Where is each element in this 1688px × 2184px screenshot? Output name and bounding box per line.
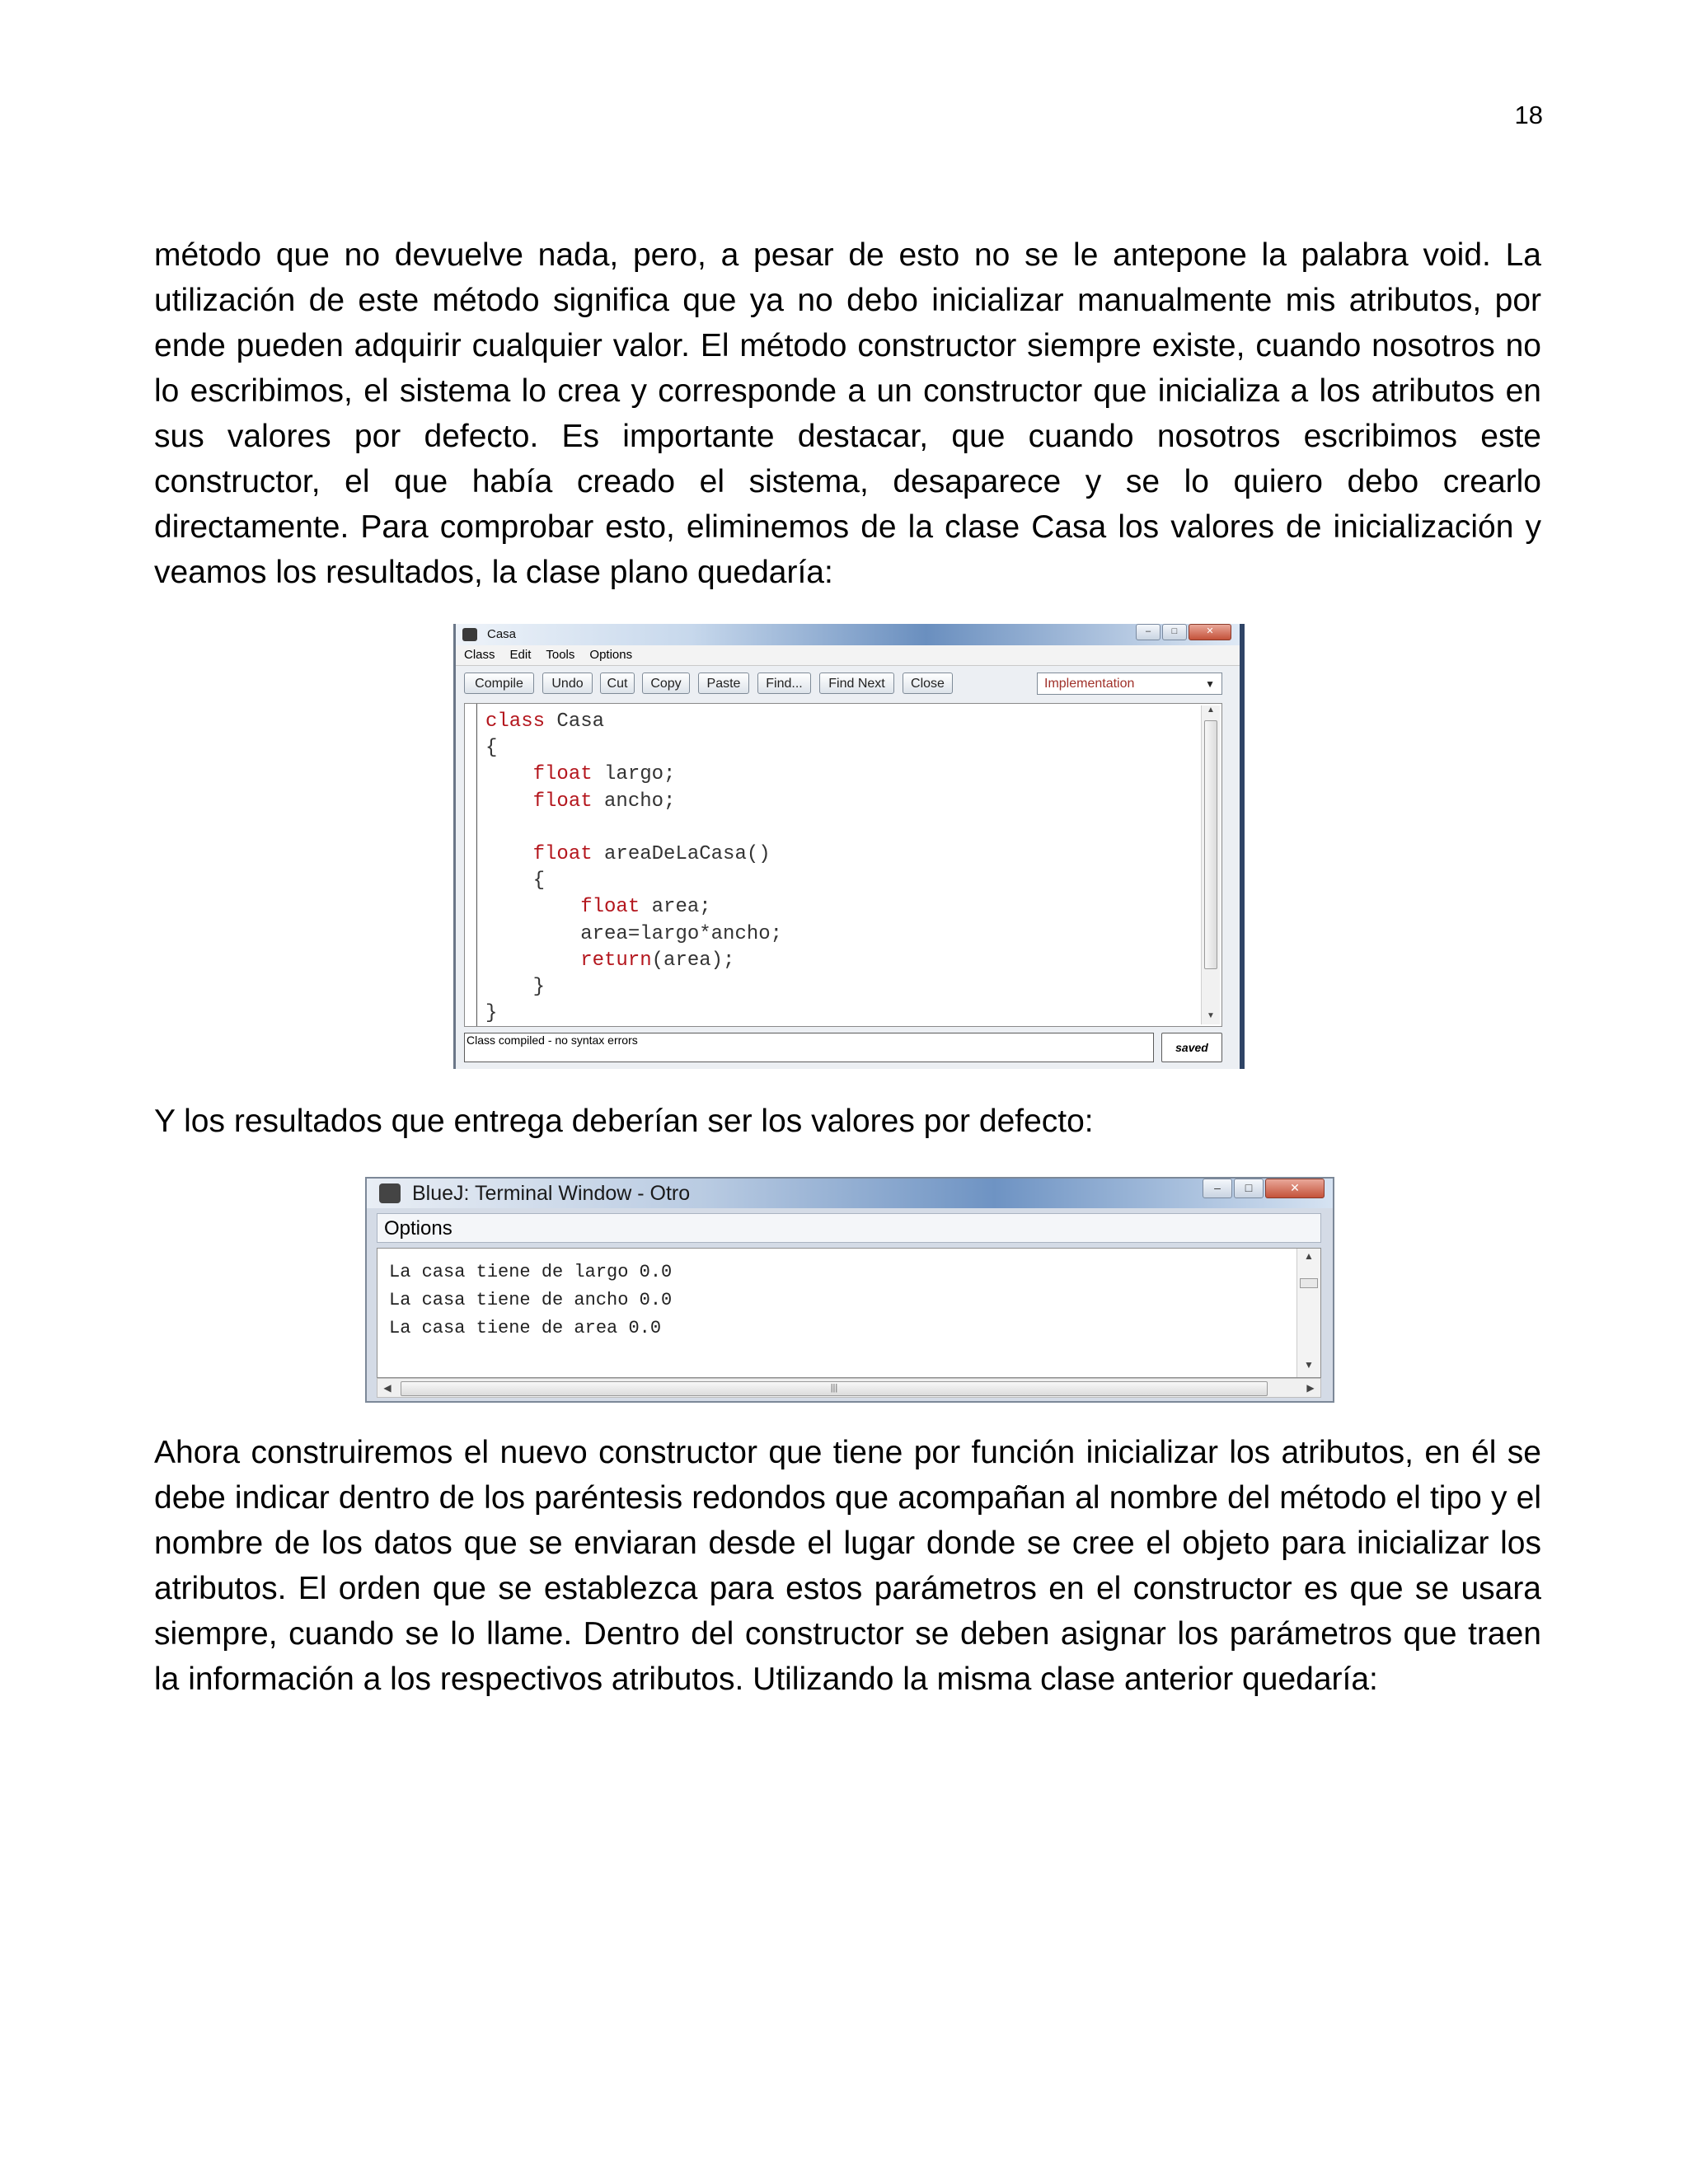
code-line: return(area); xyxy=(580,949,735,972)
scroll-left-icon[interactable]: ◀ xyxy=(383,1382,392,1394)
terminal-menu-bar xyxy=(377,1213,1321,1243)
scrollbar-thumb[interactable]: ||| xyxy=(401,1381,1268,1396)
chevron-down-icon: ▼ xyxy=(1205,678,1215,690)
menu-options[interactable]: Options xyxy=(384,1217,452,1240)
code-line: float largo; xyxy=(532,763,676,786)
window-controls xyxy=(1201,1179,1325,1198)
menu-edit[interactable]: Edit xyxy=(509,648,532,662)
find-next-button[interactable]: Find Next xyxy=(819,673,894,694)
terminal-horizontal-scrollbar[interactable] xyxy=(377,1378,1321,1398)
source-code xyxy=(485,709,782,1027)
code-line-blank xyxy=(485,815,782,841)
compile-status: Class compiled - no syntax errors xyxy=(464,1033,1154,1062)
editor-menu-bar xyxy=(456,645,1240,666)
menu-options[interactable]: Options xyxy=(589,648,633,662)
scroll-right-icon[interactable]: ▶ xyxy=(1306,1382,1315,1394)
code-line: class Casa xyxy=(485,710,605,733)
code-line: { xyxy=(532,869,546,893)
scope-gutter xyxy=(476,704,477,1026)
cut-button[interactable]: Cut xyxy=(600,673,635,694)
window-controls xyxy=(1134,624,1231,640)
undo-button[interactable]: Undo xyxy=(542,673,593,694)
code-line: { xyxy=(485,737,498,760)
scroll-down-icon[interactable]: ▼ xyxy=(1304,1359,1314,1371)
saved-indicator: saved xyxy=(1161,1033,1222,1062)
output-lines xyxy=(389,1258,672,1343)
editor-title-bar xyxy=(456,624,1240,645)
output-line: La casa tiene de ancho 0.0 xyxy=(389,1290,673,1310)
editor-title: Casa xyxy=(487,627,517,641)
page-number: 18 xyxy=(1514,101,1543,129)
maximize-icon[interactable]: □ xyxy=(1162,624,1187,640)
scroll-up-icon[interactable]: ▲ xyxy=(1207,705,1215,715)
view-select[interactable] xyxy=(1037,673,1222,695)
code-editor[interactable] xyxy=(464,703,1222,1027)
copy-button[interactable]: Copy xyxy=(642,673,690,694)
terminal-output[interactable] xyxy=(377,1248,1321,1378)
paragraph-results: Y los resultados que entrega deberían ser los valores por defecto: xyxy=(154,1104,1094,1139)
close-button[interactable]: Close xyxy=(903,673,953,694)
compile-button[interactable]: Compile xyxy=(464,673,534,694)
output-line: La casa tiene de area 0.0 xyxy=(389,1318,662,1338)
scroll-down-icon[interactable]: ▼ xyxy=(1207,1011,1215,1020)
code-line: } xyxy=(532,975,546,998)
code-line: float areaDeLaCasa() xyxy=(532,842,771,865)
scroll-up-icon[interactable]: ▲ xyxy=(1304,1250,1314,1262)
editor-vertical-scrollbar[interactable] xyxy=(1201,705,1220,1024)
editor-window xyxy=(453,624,1245,1069)
menu-class[interactable]: Class xyxy=(464,648,495,662)
minimize-icon[interactable]: – xyxy=(1203,1179,1232,1198)
output-line: La casa tiene de largo 0.0 xyxy=(389,1262,673,1282)
paragraph-constructor: Ahora construiremos el nuevo constructor que tiene por función inicializar los atributos, en él se debe indicar dentro de los paréntesis redondos que acompañan al nombre del método el tipo y el nombre de los datos que se enviaran desde el lugar donde se cree el objeto para inicializar los atributos. El orden que se establezca para estos parámetros en el constructor es que se usara siempre, cuando se lo llame. Dentro del constructor se deben asignar los parámetros que traen la información a los respectivos atributos. Utilizando la misma clase anterior quedaría: xyxy=(154,1435,1541,1697)
paragraph-intro: método que no devuelve nada, pero, a pesar de esto no se le antepone la palabra void. La utilización de este método significa que ya no debo inicializar manualmente mis atributos, por ende pueden adquirir cualquier valor. El método constructor siempre existe, cuando nosotros no lo escribimos, el sistema lo crea y corresponde a un constructor que inicializa a los atributos en sus valores por defecto. Es importante destacar, que cuando nosotros escribimos este constructor, el que había creado el sistema, desaparece y se lo quiero debo crearlo directamente. Para comprobar esto, eliminemos de la clase Casa los valores de inicialización y veamos los resultados, la clase plano quedaría: xyxy=(154,237,1541,590)
close-icon[interactable]: ✕ xyxy=(1189,624,1231,640)
terminal-title-bar xyxy=(367,1179,1333,1208)
find-button[interactable]: Find... xyxy=(757,673,811,694)
editor-toolbar xyxy=(456,666,1240,699)
code-line: } xyxy=(485,1002,498,1025)
maximize-icon[interactable]: □ xyxy=(1234,1179,1264,1198)
code-line: float area; xyxy=(580,896,711,919)
view-select-value: Implementation xyxy=(1044,677,1135,691)
minimize-icon[interactable]: – xyxy=(1136,624,1160,640)
bluej-app-icon xyxy=(379,1183,401,1203)
close-icon[interactable]: ✕ xyxy=(1265,1179,1325,1198)
bluej-app-icon xyxy=(462,628,477,641)
paste-button[interactable]: Paste xyxy=(698,673,749,694)
code-line: area=largo*ancho; xyxy=(580,922,783,945)
terminal-vertical-scrollbar[interactable] xyxy=(1296,1249,1320,1377)
terminal-title: BlueJ: Terminal Window - Otro xyxy=(412,1182,691,1205)
terminal-window xyxy=(365,1177,1334,1403)
code-line: float ancho; xyxy=(532,790,676,813)
scrollbar-thumb[interactable] xyxy=(1204,720,1217,969)
scrollbar-thumb[interactable] xyxy=(1300,1278,1318,1288)
menu-tools[interactable]: Tools xyxy=(546,648,575,662)
